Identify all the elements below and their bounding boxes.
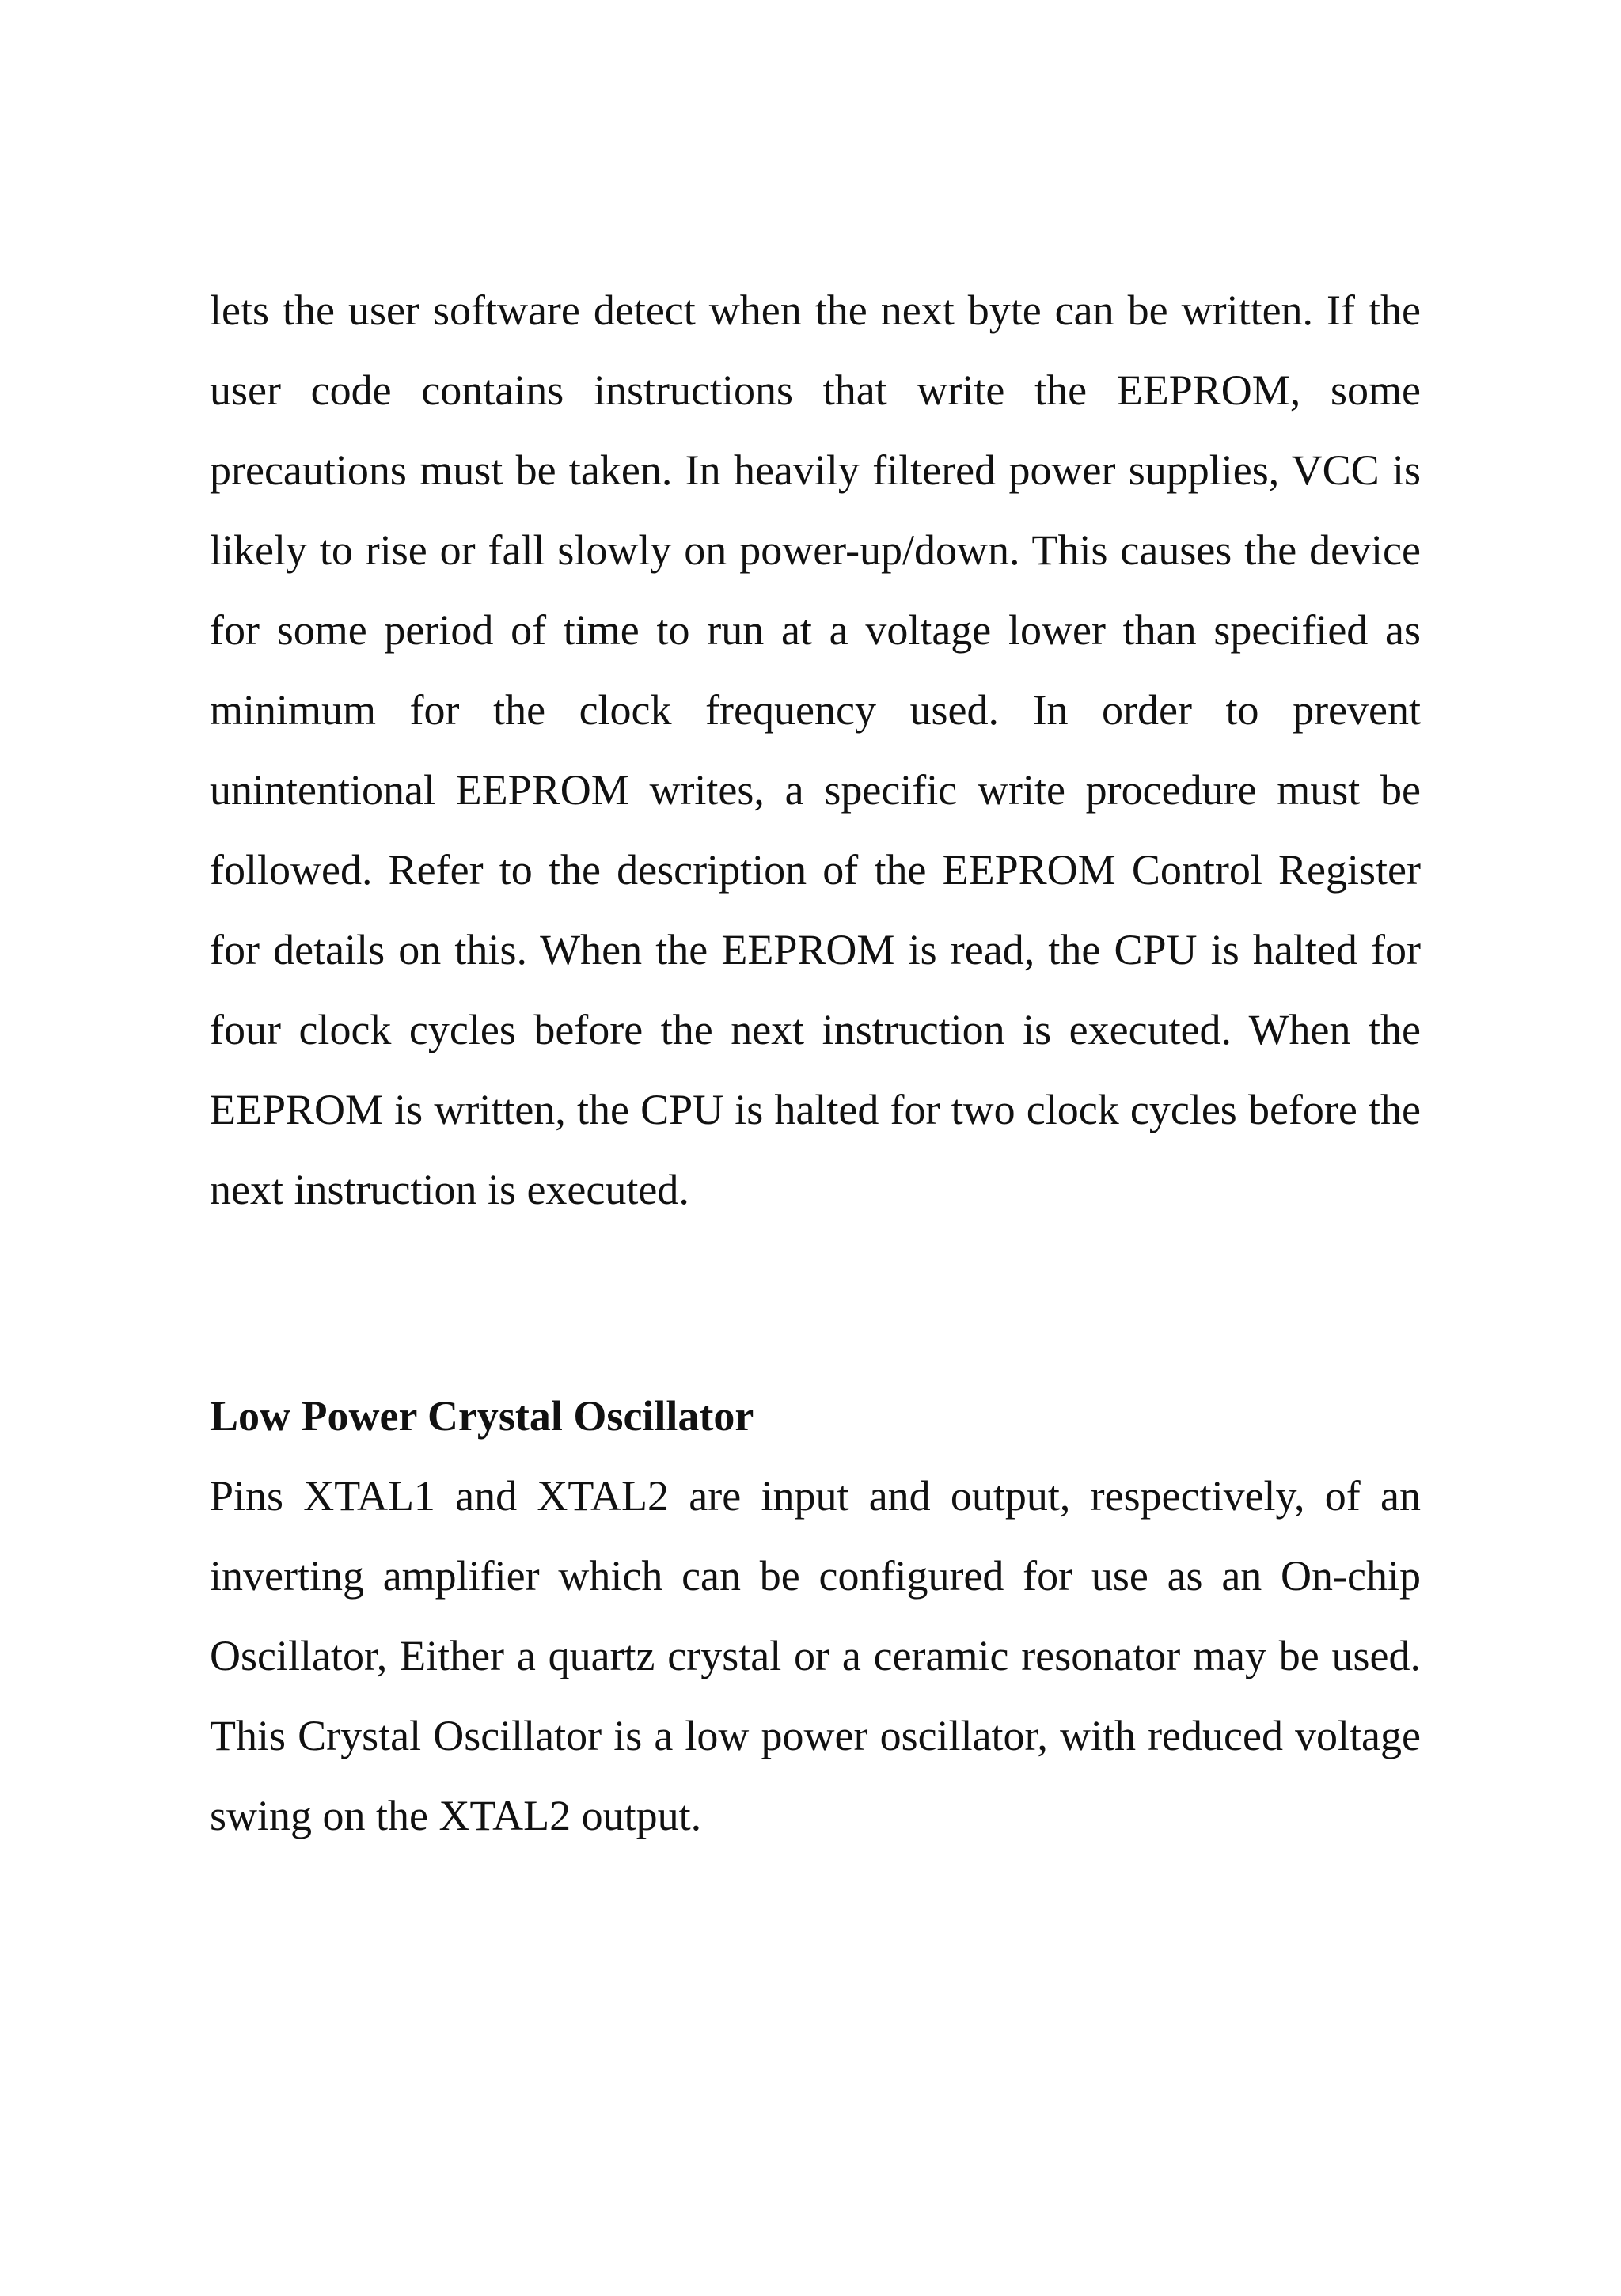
paragraph-eeprom-precautions: lets the user software detect when the next byte can be written. If the user code contains instructions that write the EEPROM, some precautions must be taken. In heavily filtered power supplies, VCC is likely to rise or fall slowly on power-up/down. This causes the device for some period of time to run at a voltage lower than specified as minimum for the clock frequency used. In order to prevent unintentional EEPROM writes, a specific write procedure must be followed. Refer to the description of the EEPROM Control Register for details on this. When the EEPROM is read, the CPU is halted for four clock cycles before the next instruction is executed. When the EEPROM is written, the CPU is halted for two clock cycles before the next instruction is executed.	[210, 287, 1421, 1213]
section-heading: Low Power Crystal Oscillator	[210, 1392, 754, 1440]
paragraph-crystal-oscillator: Pins XTAL1 and XTAL2 are input and output, respectively, of an inverting amplifier which can be configured for use as an On-chip Oscillator, Either a quartz crystal or a ceramic resonator may be used. This Crystal Oscillator is a low power oscillator, with reduced voltage swing on the XTAL2 output.	[210, 1472, 1421, 1839]
document-body	[210, 271, 1421, 1856]
